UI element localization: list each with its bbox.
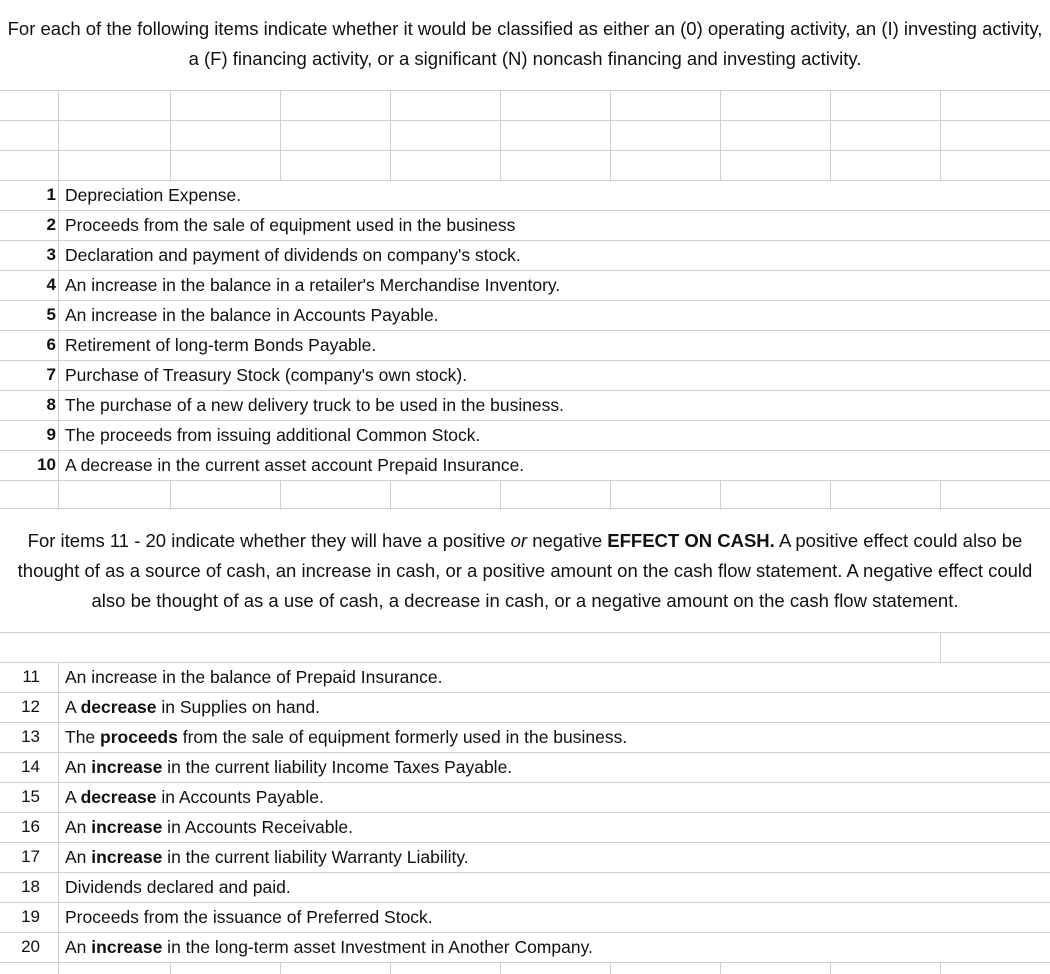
list-item bbox=[0, 812, 1050, 842]
item-number: 15 bbox=[21, 787, 40, 806]
item-text: Dividends declared and paid. bbox=[65, 877, 291, 897]
item-number: 17 bbox=[21, 847, 40, 866]
list-item bbox=[0, 450, 1050, 480]
item-text: An increase in Accounts Receivable. bbox=[65, 817, 353, 837]
instructions-part1-text: For each of the following items indicate whether it would be classified as either an (0) operating activity, an (I) investing activity, a (F) financing activity, or a significant (N) noncash financing and investing activity. bbox=[7, 18, 1043, 69]
list-item bbox=[0, 752, 1050, 782]
instructions-part2 bbox=[0, 526, 1050, 620]
list-item bbox=[0, 722, 1050, 752]
instructions-part2-emphasis: EFFECT ON CASH. bbox=[607, 530, 775, 551]
item-text: A decrease in Accounts Payable. bbox=[65, 787, 324, 807]
list-item bbox=[0, 240, 1050, 270]
item-number: 11 bbox=[22, 667, 40, 686]
list-item bbox=[0, 360, 1050, 390]
item-number: 4 bbox=[46, 275, 56, 294]
list-item bbox=[0, 782, 1050, 812]
item-number: 2 bbox=[46, 215, 56, 234]
item-text: Depreciation Expense. bbox=[65, 185, 242, 205]
list-item bbox=[0, 662, 1050, 692]
item-text: The proceeds from issuing additional Common Stock. bbox=[65, 425, 481, 445]
list-item bbox=[0, 420, 1050, 450]
item-number: 16 bbox=[21, 817, 40, 836]
item-number: 7 bbox=[46, 365, 56, 384]
instructions-part2-or: or bbox=[510, 530, 528, 551]
item-number: 5 bbox=[46, 305, 56, 324]
item-number: 10 bbox=[37, 455, 56, 474]
item-number: 19 bbox=[21, 907, 40, 926]
item-number: 12 bbox=[21, 697, 40, 716]
item-text: An increase in the balance of Prepaid Insurance. bbox=[65, 667, 443, 687]
list-item bbox=[0, 210, 1050, 240]
item-number: 14 bbox=[21, 757, 40, 776]
item-text: An increase in the long-term asset Investment in Another Company. bbox=[65, 937, 593, 957]
instructions-part2-negative: negative bbox=[532, 530, 603, 551]
item-number: 13 bbox=[21, 727, 40, 746]
list-item bbox=[0, 872, 1050, 902]
list-item bbox=[0, 842, 1050, 872]
list-item bbox=[0, 300, 1050, 330]
item-text: Proceeds from the issuance of Preferred Stock. bbox=[65, 907, 433, 927]
item-text: An increase in the current liability Warranty Liability. bbox=[65, 847, 469, 867]
item-text: An increase in the balance in Accounts Payable. bbox=[65, 305, 439, 325]
instructions-part2-lead: For items 11 - 20 indicate whether they will have a positive bbox=[27, 530, 506, 551]
item-text: An increase in the balance in a retailer's Merchandise Inventory. bbox=[65, 275, 561, 295]
item-number: 6 bbox=[46, 335, 56, 354]
item-number: 3 bbox=[46, 245, 56, 264]
list-item bbox=[0, 270, 1050, 300]
item-text: The purchase of a new delivery truck to be used in the business. bbox=[65, 395, 565, 415]
item-text: Retirement of long-term Bonds Payable. bbox=[65, 335, 377, 355]
instructions-part2-rest: A positive effect could also be thought of as a source of cash, an increase in cash, or a positive amount on the cash flow statement. A negative effect could also be thought of as a use of cash, a decrease in cash, or a negative amount on the cash flow statement. bbox=[17, 530, 1033, 611]
instructions-part1 bbox=[0, 14, 1050, 76]
item-text: Proceeds from the sale of equipment used in the business bbox=[65, 215, 516, 235]
item-text: A decrease in Supplies on hand. bbox=[65, 697, 320, 717]
item-text: Purchase of Treasury Stock (company's own stock). bbox=[65, 365, 468, 385]
item-text: The proceeds from the sale of equipment formerly used in the business. bbox=[65, 727, 628, 747]
list-item bbox=[0, 330, 1050, 360]
list-item bbox=[0, 902, 1050, 932]
item-number: 9 bbox=[46, 425, 56, 444]
list-item bbox=[0, 180, 1050, 210]
item-number: 18 bbox=[21, 877, 40, 896]
list-item bbox=[0, 390, 1050, 420]
item-text: An increase in the current liability Income Taxes Payable. bbox=[65, 757, 513, 777]
item-text: A decrease in the current asset account Prepaid Insurance. bbox=[65, 455, 525, 475]
item-text: Declaration and payment of dividends on company's stock. bbox=[65, 245, 521, 265]
item-number: 20 bbox=[21, 937, 40, 956]
list-item bbox=[0, 692, 1050, 722]
item-number: 8 bbox=[46, 395, 56, 414]
list-item bbox=[0, 932, 1050, 962]
item-number: 1 bbox=[46, 185, 56, 204]
